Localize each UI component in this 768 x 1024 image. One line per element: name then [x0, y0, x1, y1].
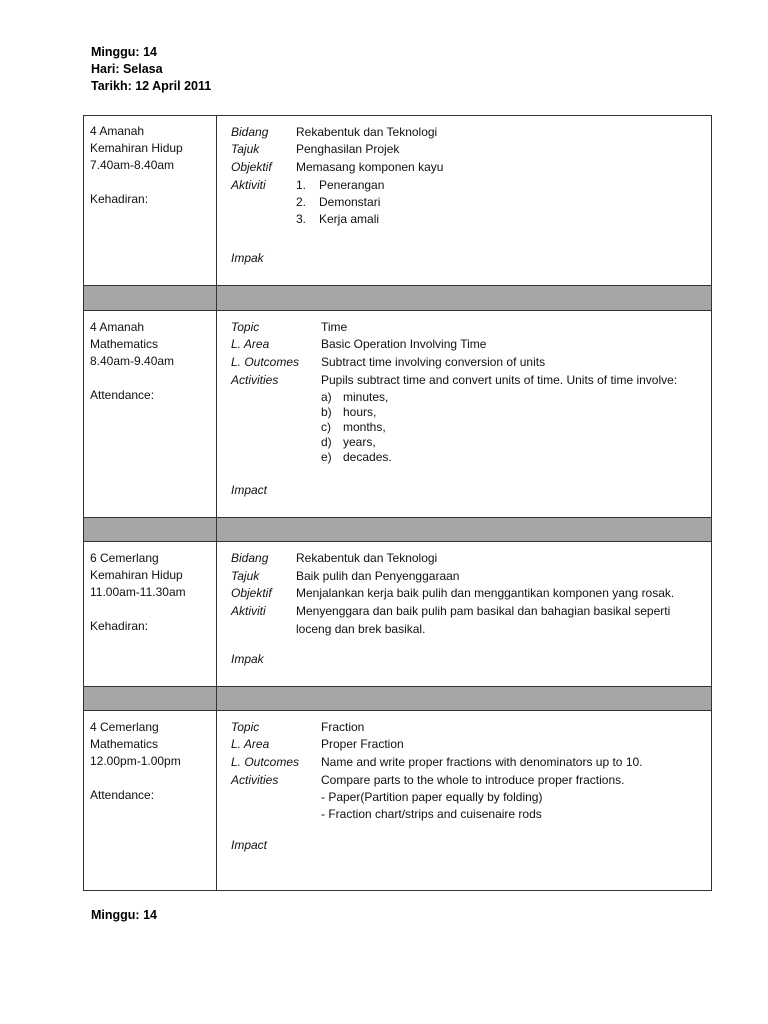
class-name: 4 Amanah [90, 320, 145, 334]
activity-item: Kerja amali [319, 212, 380, 226]
field-label: Bidang [231, 551, 269, 565]
activity-item: Penerangan [319, 178, 385, 192]
separator-row [84, 687, 711, 711]
field-label: Tajuk [231, 142, 260, 156]
list-marker: 3. [296, 212, 307, 226]
lesson-2-class-cell [84, 311, 217, 517]
subject-name: Kemahiran Hidup [90, 568, 183, 582]
footer-week-label: Minggu: 14 [91, 908, 157, 922]
lesson-2-detail-cell [217, 311, 711, 517]
separator-row [84, 518, 711, 542]
separator-row [84, 286, 711, 311]
field-label: Tajuk [231, 569, 260, 583]
document-footer [91, 908, 157, 922]
time-slot: 8.40am-9.40am [90, 354, 175, 368]
lesson-row-2 [84, 311, 711, 518]
time-slot: 7.40am-8.40am [90, 158, 175, 172]
activity-item: decades. [343, 450, 392, 464]
lesson-4-class-cell [84, 711, 217, 891]
lesson-1-detail-cell [217, 116, 711, 285]
lesson-plan-table [83, 115, 712, 891]
field-value: - Paper(Partition paper equally by folding) [321, 790, 543, 804]
list-marker: 1. [296, 178, 307, 192]
field-value: Pupils subtract time and convert units of time. Units of time involve: [321, 373, 678, 387]
lesson-4-detail-cell [217, 711, 711, 891]
lesson-3-class-cell [84, 542, 217, 686]
impact-label: Impact [231, 483, 268, 497]
lesson-row-4 [84, 711, 711, 891]
date-label: Tarikh: 12 April 2011 [91, 79, 212, 93]
field-label: Objektif [231, 586, 272, 600]
field-label: Aktiviti [231, 178, 266, 192]
activity-item: Demonstari [319, 195, 381, 209]
field-label: Objektif [231, 160, 272, 174]
lesson-row-1 [84, 116, 711, 286]
time-slot: 11.00am-11.30am [90, 585, 186, 599]
attendance-label: Attendance: [90, 388, 155, 402]
field-value: Basic Operation Involving Time [321, 337, 487, 351]
class-name: 6 Cemerlang [90, 551, 159, 565]
field-label: Activities [231, 773, 279, 787]
activity-item: months, [343, 420, 386, 434]
field-value: Proper Fraction [321, 737, 404, 751]
activity-item: hours, [343, 405, 377, 419]
impact-label: Impak [231, 251, 264, 265]
subject-name: Kemahiran Hidup [90, 141, 183, 155]
field-value: Menyenggara dan baik pulih pam basikal dan bahagian basikal seperti [296, 604, 671, 618]
list-marker: e) [321, 450, 332, 464]
activity-item: minutes, [343, 390, 389, 404]
field-value: Subtract time involving conversion of units [321, 355, 546, 369]
day-label: Hari: Selasa [91, 62, 163, 76]
list-marker: b) [321, 405, 332, 419]
field-label: Activities [231, 373, 279, 387]
field-value: Fraction [321, 720, 365, 734]
list-marker: d) [321, 435, 332, 449]
lesson-row-3 [84, 542, 711, 687]
list-marker: 2. [296, 195, 307, 209]
field-label: L. Outcomes [231, 355, 300, 369]
field-label: L. Area [231, 737, 270, 751]
document-header [91, 44, 211, 95]
class-name: 4 Cemerlang [90, 720, 159, 734]
attendance-label: Kehadiran: [90, 192, 149, 206]
attendance-label: Attendance: [90, 788, 155, 802]
impact-label: Impact [231, 838, 268, 852]
class-name: 4 Amanah [90, 124, 145, 138]
field-value: loceng dan brek basikal. [296, 622, 426, 636]
field-value: Memasang komponen kayu [296, 160, 444, 174]
impact-label: Impak [231, 652, 264, 666]
attendance-label: Kehadiran: [90, 619, 149, 633]
field-value: - Fraction chart/strips and cuisenaire rods [321, 807, 542, 821]
field-label: Topic [231, 320, 260, 334]
field-label: L. Outcomes [231, 755, 300, 769]
field-value: Name and write proper fractions with denominators up to 10. [321, 755, 643, 769]
subject-name: Mathematics [90, 337, 159, 351]
field-label: Bidang [231, 125, 269, 139]
subject-name: Mathematics [90, 737, 159, 751]
field-value: Time [321, 320, 348, 334]
lesson-3-detail-cell [217, 542, 711, 686]
field-value: Menjalankan kerja baik pulih dan menggantikan komponen yang rosak. [296, 586, 675, 600]
field-value: Baik pulih dan Penyenggaraan [296, 569, 460, 583]
field-value: Rekabentuk dan Teknologi [296, 125, 438, 139]
field-value: Rekabentuk dan Teknologi [296, 551, 438, 565]
field-label: Aktiviti [231, 604, 266, 618]
activity-item: years, [343, 435, 376, 449]
list-marker: a) [321, 390, 332, 404]
lesson-1-class-cell [84, 116, 217, 285]
list-marker: c) [321, 420, 331, 434]
field-value: Penghasilan Projek [296, 142, 400, 156]
time-slot: 12.00pm-1.00pm [90, 754, 181, 768]
week-label: Minggu: 14 [91, 45, 157, 59]
field-value: Compare parts to the whole to introduce proper fractions. [321, 773, 625, 787]
field-label: L. Area [231, 337, 270, 351]
field-label: Topic [231, 720, 260, 734]
